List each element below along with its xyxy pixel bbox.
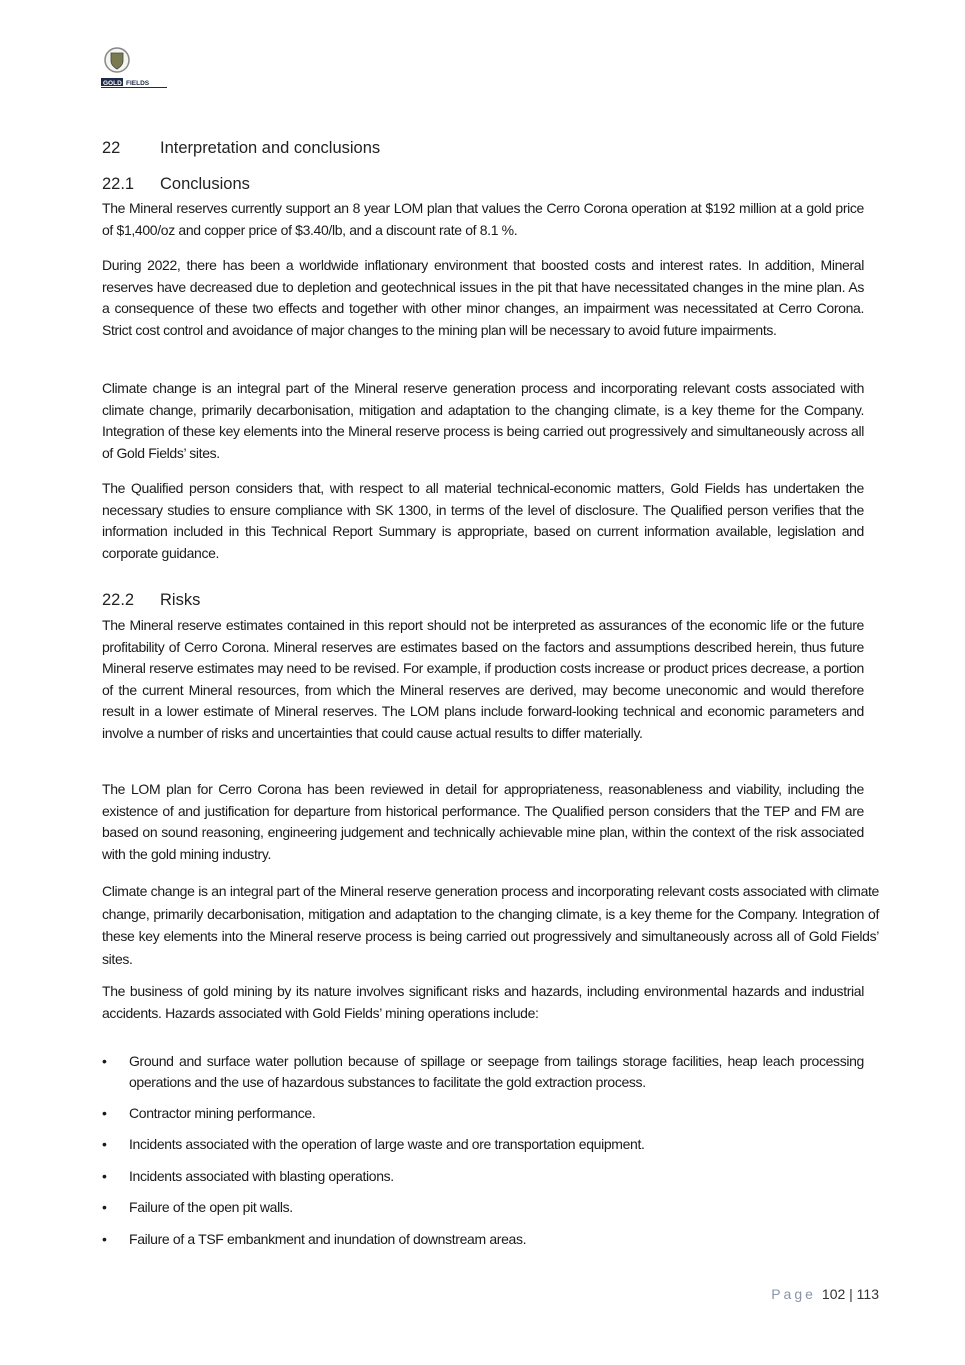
page-footer (771, 1286, 879, 1302)
bullet-item (102, 1229, 864, 1250)
section-number: 22.2 (102, 591, 135, 609)
bullet-text: Incidents associated with the operation of large waste and ore transportation equipment. (129, 1136, 645, 1152)
paragraph: During 2022, there has been a worldwide inflationary environment that boosted costs and interest rates. In addition, Mineral reserves have decreased due to depletion and geotechnical issues in the pit that have necessitated changes in the mine plan. As a consequence of these two effects and together with other minor changes, an impairment was necessitated at Cerro Corona. Strict cost control and avoidance of major changes to the mining plan will be necessary to avoid future impairments. (102, 257, 864, 338)
section-heading-22-2 (102, 591, 200, 610)
paragraph: Climate change is an integral part of the Mineral reserve generation process and incorporating relevant costs associated with climate change, primarily decarbonisation, mitigation and adaptation to the changing climate, is a key theme for the Company. Integration of these key elements into the Mineral reserve process is being carried out progressively and simultaneously across all of Gold Fields’ sites. (102, 380, 864, 461)
bullet-icon: • (102, 1053, 107, 1069)
section-title: Interpretation and conclusions (160, 139, 381, 157)
paragraph: The Mineral reserves currently support an 8 year LOM plan that values the Cerro Corona operation at $192 million at a gold price of $1,400/oz and copper price of $3.40/lb, and a discount rate of 8.1 %. (102, 200, 864, 238)
page-label: Page (771, 1286, 816, 1302)
paragraph: The business of gold mining by its nature involves significant risks and hazards, including environmental hazards and industrial accidents. Hazards associated with Gold Fields’ mining operations include: (102, 983, 864, 1021)
bullet-item (102, 1103, 864, 1124)
bullet-text: Failure of the open pit walls. (129, 1199, 293, 1215)
page-number: 102 | 113 (821, 1286, 879, 1302)
bullet-item (102, 1166, 864, 1187)
bullet-text: Ground and surface water pollution because of spillage or seepage from tailings storage facilities, heap leach processing operations and the use of hazardous substances to facilitate the gold extraction process. (129, 1053, 864, 1090)
bullet-text: Contractor mining performance. (129, 1105, 316, 1121)
bullet-icon: • (102, 1199, 107, 1215)
svg-text:GOLD: GOLD (103, 80, 122, 87)
bullet-text: Failure of a TSF embankment and inundation of downstream areas. (129, 1231, 527, 1247)
section-number: 22 (102, 139, 121, 157)
gold-fields-logo (101, 46, 167, 88)
bullet-item (102, 1134, 864, 1155)
bullet-item (102, 1197, 864, 1218)
paragraph: Climate change is an integral part of the Mineral reserve generation process and incorporating relevant costs associated with climate change, primarily decarbonisation, mitigation and adaptation to the changing climate, is a key theme for the Company. Integration of these key elements into the Mineral reserve process is being carried out progressively and simultaneously across all of Gold Fields’ sites. (102, 883, 879, 967)
bullet-icon: • (102, 1231, 107, 1247)
bullet-icon: • (102, 1168, 107, 1184)
section-heading-22 (102, 139, 380, 158)
bullet-text: Incidents associated with blasting operations. (129, 1168, 394, 1184)
paragraph: The LOM plan for Cerro Corona has been reviewed in detail for appropriateness, reasonableness and viability, including the existence of and justification for departure from historical performance. The Qualified person considers that the TEP and FM are based on sound reasoning, engineering judgement and technically achievable mine plan, within the context of the risk associated with the gold mining industry. (102, 781, 864, 862)
section-number: 22.1 (102, 175, 135, 193)
section-title: Conclusions (160, 175, 250, 193)
bullet-icon: • (102, 1105, 107, 1121)
bullet-item (102, 1051, 864, 1093)
section-heading-22-1 (102, 175, 250, 194)
paragraph: The Qualified person considers that, with respect to all material technical-economic matters, Gold Fields has undertaken the necessary studies to ensure compliance with SK 1300, in terms of the level of disclosure. The Qualified person verifies that the information included in this Technical Report Summary is appropriate, based on current information available, legislation and corporate guidance. (102, 480, 864, 561)
svg-text:FIELDS: FIELDS (126, 80, 150, 87)
section-title: Risks (160, 591, 201, 609)
paragraph: The Mineral reserve estimates contained in this report should not be interpreted as assurances of the economic life or the future profitability of Cerro Corona. Mineral reserves are estimates based on the factors and assumptions described herein, thus future Mineral reserve estimates may need to be revised. For example, if production costs increase or product prices decrease, a portion of the current Mineral resources, from which the Mineral reserves are derived, may become uneconomic and would therefore result in a lower estimate of Mineral reserves. The LOM plans include forward-looking technical and economic parameters and involve a number of risks and uncertainties that could cause actual results to differ materially. (102, 617, 864, 741)
bullet-icon: • (102, 1136, 107, 1152)
